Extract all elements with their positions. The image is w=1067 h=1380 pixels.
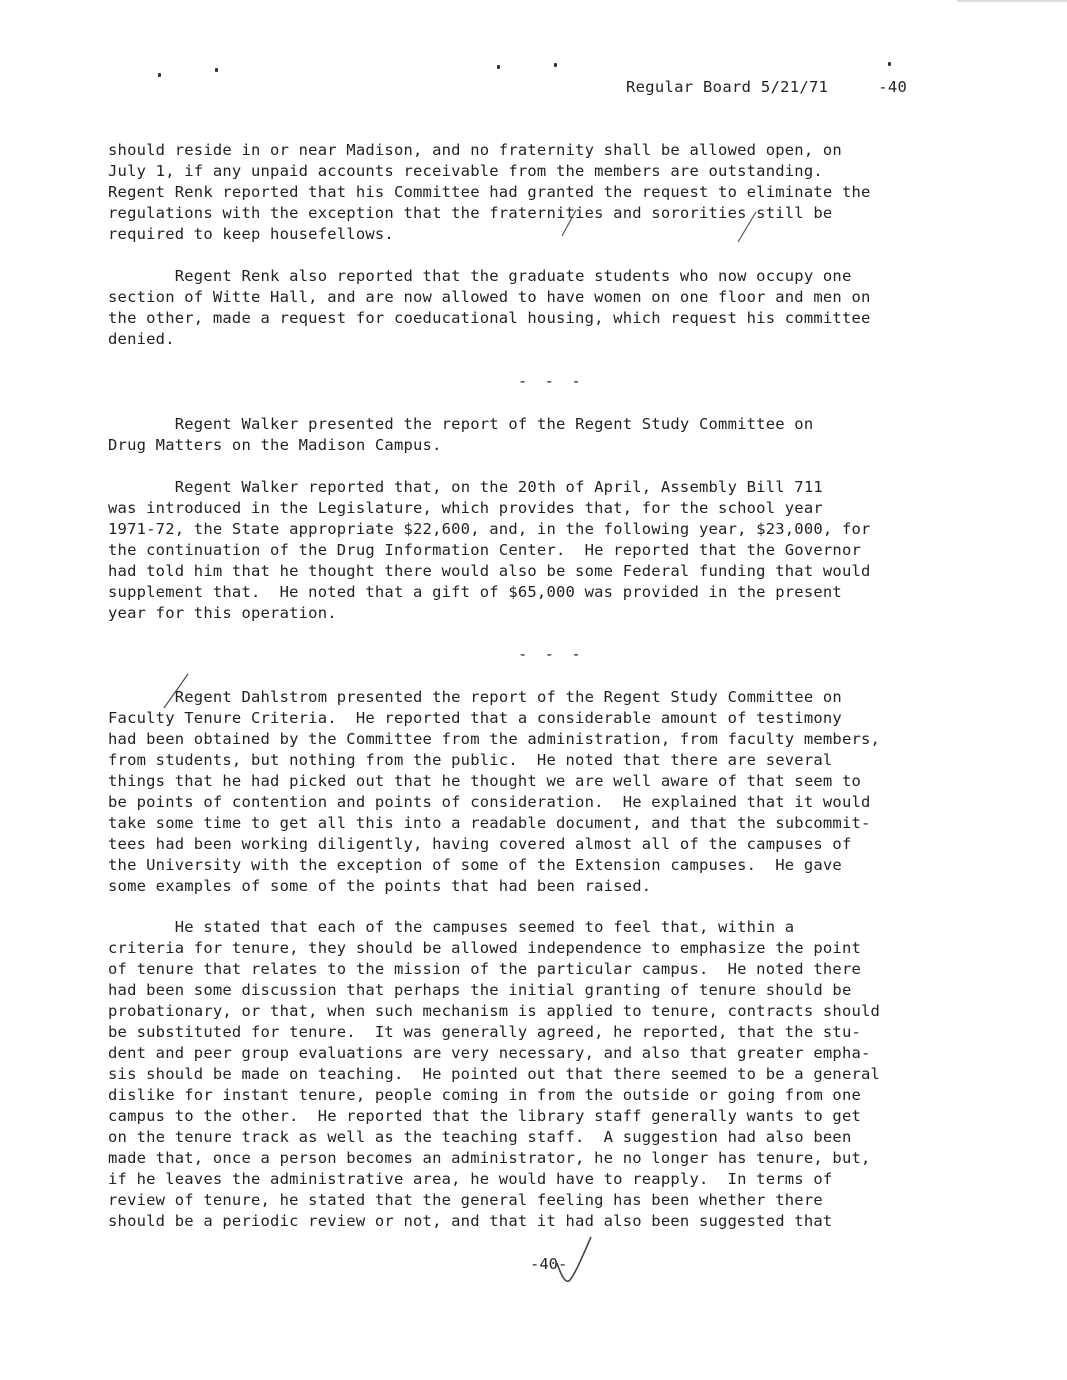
text-line: criteria for tenure, they should be allowed independence to emphasize the point: [108, 939, 862, 957]
header-page-number: -40: [878, 78, 908, 96]
text-line: He stated that each of the campuses seemed to feel that, within a: [174, 918, 795, 936]
text-line: the continuation of the Drug Information Center. He reported that the Governor: [108, 541, 862, 559]
text-line: things that he had picked out that he thought we are well aware of that seem to: [108, 772, 862, 790]
text-line: on the tenure track as well as the teaching staff. A suggestion had also been: [108, 1128, 852, 1146]
text-line: regulations with the exception that the fraternities and sororities still be: [108, 204, 833, 222]
header-title: Regular Board 5/21/71: [626, 78, 829, 96]
text-line: tees had been working diligently, having covered almost all of the campuses of: [108, 835, 852, 853]
paragraph: [108, 477, 871, 624]
text-line: probationary, or that, when such mechanism is applied to tenure, contracts should: [108, 1002, 881, 1020]
text-line: review of tenure, he stated that the general feeling has been whether there: [108, 1191, 823, 1209]
text-line: Regent Walker presented the report of the Regent Study Committee on: [174, 415, 814, 433]
text-line: of tenure that relates to the mission of the particular campus. He noted there: [108, 960, 862, 978]
scan-speck: [497, 65, 500, 69]
handwritten-slash: [560, 208, 580, 238]
text-line: should be a periodic review or not, and that it had also been suggested that: [108, 1212, 833, 1230]
text-line: if he leaves the administrative area, he would have to reapply. In terms of: [108, 1170, 833, 1188]
text-line: Regent Dahlstrom presented the report of the Regent Study Committee on: [174, 688, 842, 706]
text-line: the University with the exception of some of the Extension campuses. He gave: [108, 856, 842, 874]
scan-speck: [554, 63, 557, 67]
text-line: dislike for instant tenure, people coming in from the outside or going from one: [108, 1086, 862, 1104]
scan-speck: [888, 62, 891, 66]
text-line: take some time to get all this into a readable document, and that the subcommit-: [108, 814, 871, 832]
text-line: had been obtained by the Committee from the administration, from faculty members,: [108, 730, 881, 748]
text-line: had told him that he thought there would also be some Federal funding that would: [108, 562, 871, 580]
text-line: Regent Renk reported that his Committee had granted the request to eliminate the: [108, 183, 871, 201]
text-line: the other, made a request for coeducational housing, which request his committee: [108, 309, 871, 327]
handwritten-slash: [736, 210, 760, 244]
text-line: Faculty Tenure Criteria. He reported that a considerable amount of testimony: [108, 709, 842, 727]
text-line: required to keep housefellows.: [108, 225, 394, 243]
scan-speck: [158, 73, 161, 77]
page-footer-number: -40-: [530, 1255, 568, 1273]
text-line: was introduced in the Legislature, which provides that, for the school year: [108, 499, 823, 517]
paragraph: [108, 687, 880, 897]
text-line: be points of contention and points of consideration. He explained that it would: [108, 793, 871, 811]
handwritten-slash: [162, 670, 192, 710]
text-line: supplement that. He noted that a gift of $65,000 was provided in the present: [108, 583, 842, 601]
paragraph: [108, 917, 880, 1232]
text-line: 1971-72, the State appropriate $22,600, and, in the following year, $23,000, for: [108, 520, 871, 538]
text-line: Drug Matters on the Madison Campus.: [108, 436, 442, 454]
text-line: sis should be made on teaching. He pointed out that there seemed to be a general: [108, 1065, 881, 1083]
scan-edge-line: [957, 0, 1067, 2]
text-line: from students, but nothing from the public. He noted that there are several: [108, 751, 833, 769]
text-line: had been some discussion that perhaps the initial granting of tenure should be: [108, 981, 852, 999]
text-line: Regent Renk also reported that the graduate students who now occupy one: [174, 267, 852, 285]
section-separator: - - -: [518, 372, 585, 390]
text-line: made that, once a person becomes an administrator, he no longer has tenure, but,: [108, 1149, 871, 1167]
text-line: be substituted for tenure. It was generally agreed, he reported, that the stu-: [108, 1023, 862, 1041]
section-separator: - - -: [518, 645, 585, 663]
text-line: July 1, if any unpaid accounts receivable from the members are outstanding.: [108, 162, 823, 180]
text-line: section of Witte Hall, and are now allowed to have women on one floor and men on: [108, 288, 871, 306]
text-line: some examples of some of the points that had been raised.: [108, 877, 652, 895]
page-header: [626, 78, 907, 96]
paragraph: [108, 414, 813, 456]
text-line: campus to the other. He reported that the library staff generally wants to get: [108, 1107, 862, 1125]
text-line: dent and peer group evaluations are very necessary, and also that greater empha-: [108, 1044, 871, 1062]
text-line: denied.: [108, 330, 175, 348]
text-line: should reside in or near Madison, and no fraternity shall be allowed open, on: [108, 141, 842, 159]
text-line: Regent Walker reported that, on the 20th of April, Assembly Bill 711: [174, 478, 823, 496]
paragraph: [108, 266, 871, 350]
handwritten-checkmark: [555, 1235, 595, 1285]
text-line: year for this operation.: [108, 604, 337, 622]
scan-speck: [215, 68, 218, 72]
